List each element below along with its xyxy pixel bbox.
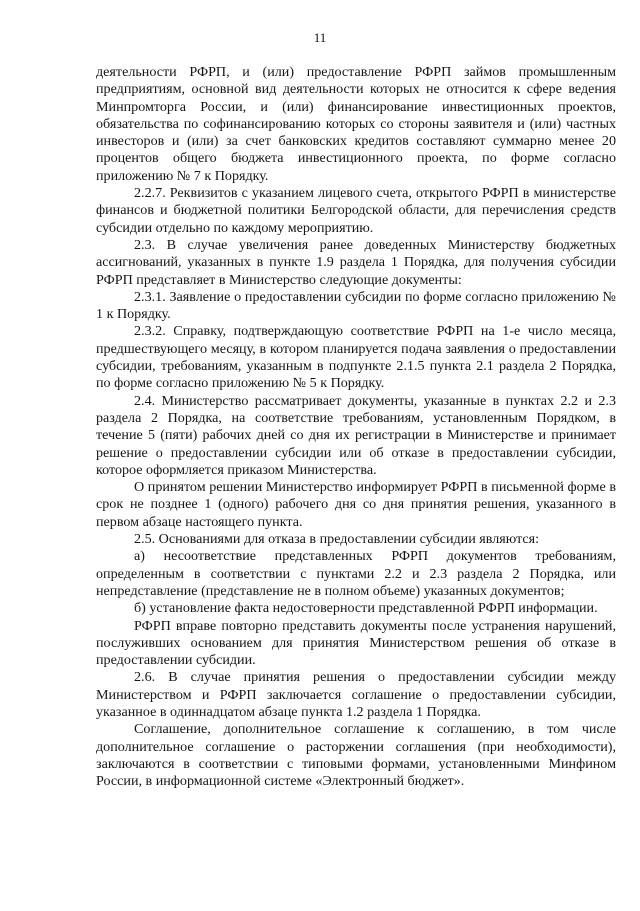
paragraph-2-4-notice: О принятом решении Министерство информирует РФРП в письменной форме в срок не позднее 1 (одного) рабочего дня со дня принятия решения, указанного в первом абзаце настоящего пункта. bbox=[96, 479, 616, 530]
paragraph-2-6: 2.6. В случае принятия решения о предоставлении субсидии между Министерством и РФРП заключается соглашение о предоставлении субсидии, указанное в одиннадцатом абзаце пункта 1.2 раздела 1 Порядка. bbox=[96, 669, 616, 720]
document-body bbox=[96, 64, 616, 790]
paragraph-2-5-a: а) несоответствие представленных РФРП документов требованиям, определенным в соответствии с пунктами 2.2 и 2.3 раздела 2 Порядка, или непредставление (представление не в полном объеме) указанных документов; bbox=[96, 548, 616, 599]
paragraph-2-3: 2.3. В случае увеличения ранее доведенных Министерству бюджетных ассигнований, указанных в пункте 1.9 раздела 1 Порядка, для получения субсидии РФРП представляет в Министерство следующие документы: bbox=[96, 236, 616, 288]
paragraph-2-4: 2.4. Министерство рассматривает документы, указанные в пунктах 2.2 и 2.3 раздела 2 Порядка, на соответствие требованиям, установленным Порядком, в течение 5 (пяти) рабочих дней со дня их регистрации в Министерстве и принимает решение о предоставлении субсидии или об отказе в предоставлении субсидии, которое оформляется приказом Министерства. bbox=[96, 392, 616, 478]
paragraph-2-2-7: 2.2.7. Реквизитов с указанием лицевого счета, открытого РФРП в министерстве финансов и бюджетной политики Белгородской области, для перечисления средств субсидии отдельно по каждому мероприятию. bbox=[96, 185, 616, 236]
page-number: 11 bbox=[313, 30, 327, 45]
paragraph-continuation: деятельности РФРП, и (или) предоставление РФРП займов промышленным предприятиям, основной вид деятельности которых не относится к сфере ведения Минпромторга России, и (или) финансирование инвестиционных проектов, обязательства по софинансированию которых со стороны заявителя и (или) частных инвесторов и (или) за счет банковских кредитов составляют суммарно менее 20 процентов общего бюджета инвестиционного проекта, по форме согласно приложению № 7 к Порядку. bbox=[96, 64, 616, 184]
paragraph-2-3-1: 2.3.1. Заявление о предоставлении субсидии по форме согласно приложению № 1 к Порядку. bbox=[96, 288, 616, 323]
paragraph-2-6-agreement: Соглашение, дополнительное соглашение к соглашению, в том числе дополнительное соглашение о расторжении соглашения (при необходимости), заключаются в соответствии с типовыми формами, установленными Минфином России, в информационной системе «Электронный бюджет». bbox=[96, 721, 616, 790]
paragraph-2-5-b: б) установление факта недостоверности представленной РФРП информации. bbox=[134, 600, 598, 617]
paragraph-2-5: 2.5. Основаниями для отказа в предоставлении субсидии являются: bbox=[134, 531, 540, 548]
paragraph-2-5-resubmit: РФРП вправе повторно представить документы после устранения нарушений, послуживших основанием для принятия Министерством решения об отказе в предоставлении субсидии. bbox=[96, 617, 616, 669]
paragraph-2-3-2: 2.3.2. Справку, подтверждающую соответствие РФРП на 1-е число месяца, предшествующего месяцу, в котором планируется подача заявления о предоставлении субсидии, требованиям, указанным в подпункте 2.1.5 пункта 2.1 раздела 2 Порядка, по форме согласно приложению № 5 к Порядку. bbox=[96, 323, 616, 392]
